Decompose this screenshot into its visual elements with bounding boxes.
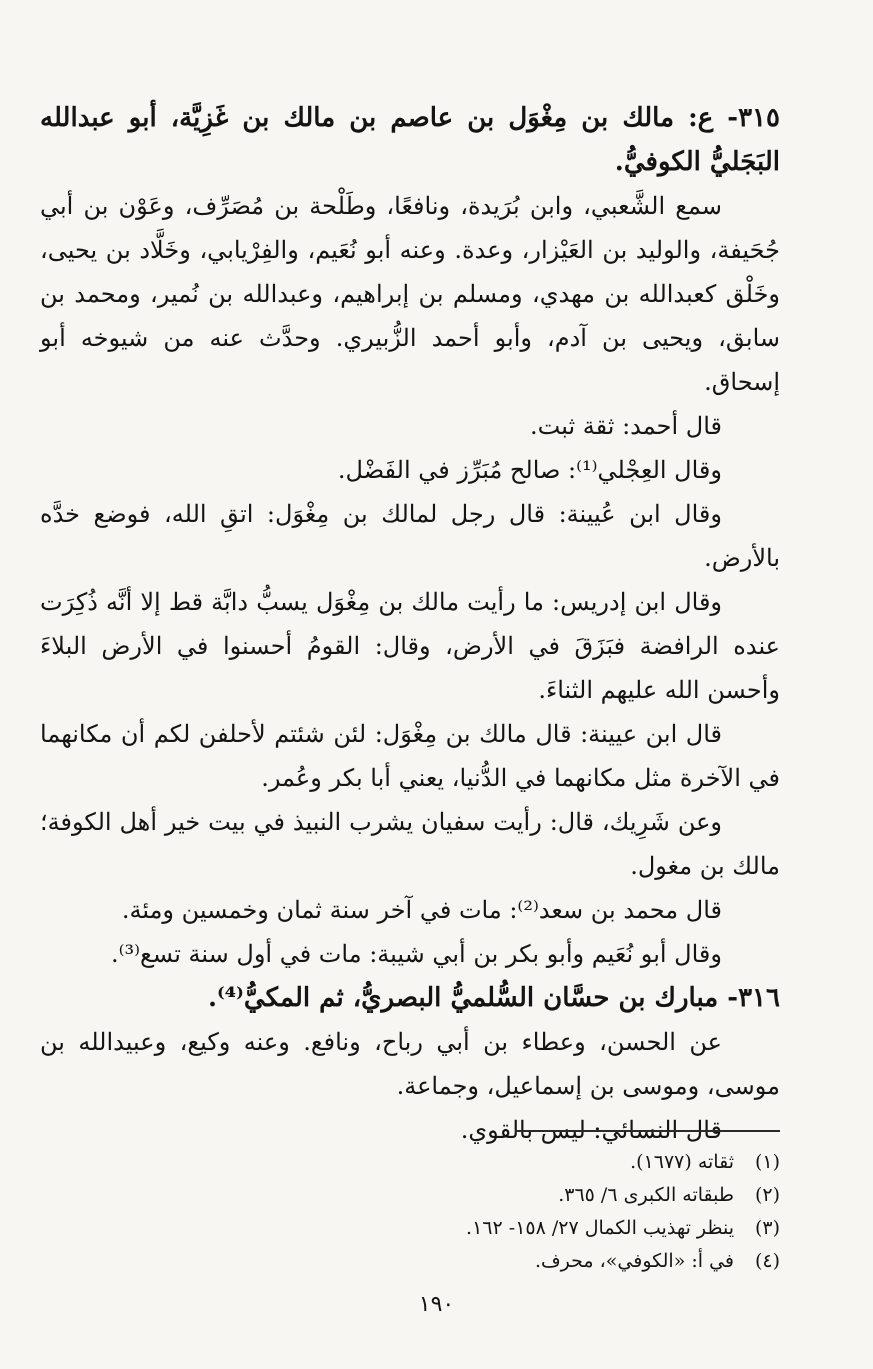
footnote-2-text: طبقاته الكبرى ٦/ ٣٦٥. — [558, 1184, 734, 1206]
footnote-4-text: في أ: «الكوفي»، محرف. — [534, 1250, 734, 1272]
footnote-4-number: (٤) — [754, 1250, 780, 1272]
entry-315-uyayna-oath: قال ابن عيينة: قال مالك بن مِغْوَل: لئن شئتم لأحلفن لكم أن مكانهما في الآخرة مثل مكانهما في الدُّنيا، يعني أبا بكر وعُمر. — [40, 720, 780, 792]
entry-315-ijli-quote: وقال العِجْلي⁽¹⁾: صالح مُبَرِّز في الفَضْل. — [337, 456, 722, 484]
footnote-1-number: (١) — [754, 1151, 780, 1173]
footnote-4 — [40, 1245, 780, 1278]
footnote-3 — [40, 1212, 780, 1245]
footnote-2-number: (٢) — [754, 1184, 780, 1206]
entry-315-ahmad-quote: قال أحمد: ثقة ثبت. — [530, 412, 722, 440]
page-body — [40, 96, 780, 1152]
footnote-divider — [515, 1130, 780, 1132]
footnote-3-number: (٣) — [754, 1217, 780, 1239]
entry-315-narrators: سمع الشَّعبي، وابن بُرَيدة، ونافعًا، وطَلْحة بن مُصَرِّف، وعَوْن بن أبي جُحَيفة، والوليد بن العَيْزار، وعدة. وعنه أبو نُعَيم، والفِرْيابي، وخَلَّاد بن يحيى، وخَلْق كعبدالله بن مهدي، ومسلم بن إبراهيم، وعبدالله بن نُمير، ومحمد بن سابق، ويحيى بن آدم، وأبو أحمد الزُّبيري. وحدَّث عنه من شيوخه أبو إسحاق. — [40, 192, 781, 396]
footnotes — [40, 1130, 780, 1278]
entry-315-idris-quote: وقال ابن إدريس: ما رأيت مالك بن مِغْوَل يسبُّ دابَّة قط إلا أنَّه ذُكِرَت عنده الرافضة فبَزَقَ في الأرض، وقال: القومُ أحسنوا في الأرض البلاءَ وأحسن الله عليهم الثناءَ. — [40, 588, 780, 704]
entry-316-narrators: عن الحسن، وعطاء بن أبي رباح، ونافع. وعنه وكيع، وعبيدالله بن موسى، وموسى بن إسماعيل، وجماعة. — [40, 1028, 780, 1100]
entry-315-nuaym-death: وقال أبو نُعَيم وأبو بكر بن أبي شيبة: مات في أول سنة تسع⁽³⁾. — [110, 940, 722, 968]
entry-316-nasai-quote: قال النسائي: ليس بالقوي. — [460, 1116, 722, 1144]
footnote-3-text: ينظر تهذيب الكمال ٢٧/ ١٥٨- ١٦٢. — [466, 1217, 734, 1239]
footnote-1-text: ثقاته (١٦٧٧). — [630, 1151, 734, 1173]
entry-315-saad-death: قال محمد بن سعد⁽²⁾: مات في آخر سنة ثمان وخمسين ومئة. — [121, 896, 722, 924]
entry-315-sharik-quote: وعن شَرِيك، قال: رأيت سفيان يشرب النبيذ في بيت خير أهل الكوفة؛ مالك بن مغول. — [40, 808, 780, 880]
entry-315-uyayna-quote: وقال ابن عُيينة: قال رجل لمالك بن مِغْوَل: اتقِ الله، فوضع خدَّه بالأرض. — [40, 500, 780, 572]
page-number: ١٩٠ — [418, 1292, 455, 1317]
footnote-1 — [40, 1146, 780, 1179]
entry-316-title: ٣١٦- مبارك بن حسَّان السُّلميُّ البصريُّ، ثم المكيُّ⁽⁴⁾. — [207, 983, 780, 1013]
footnote-2 — [40, 1179, 780, 1212]
entry-315-title: ٣١٥- ع: مالك بن مِغْوَل بن عاصم بن مالك بن غَزِيَّة، أبو عبدالله البَجَليُّ الكوفيُّ. — [40, 103, 780, 177]
